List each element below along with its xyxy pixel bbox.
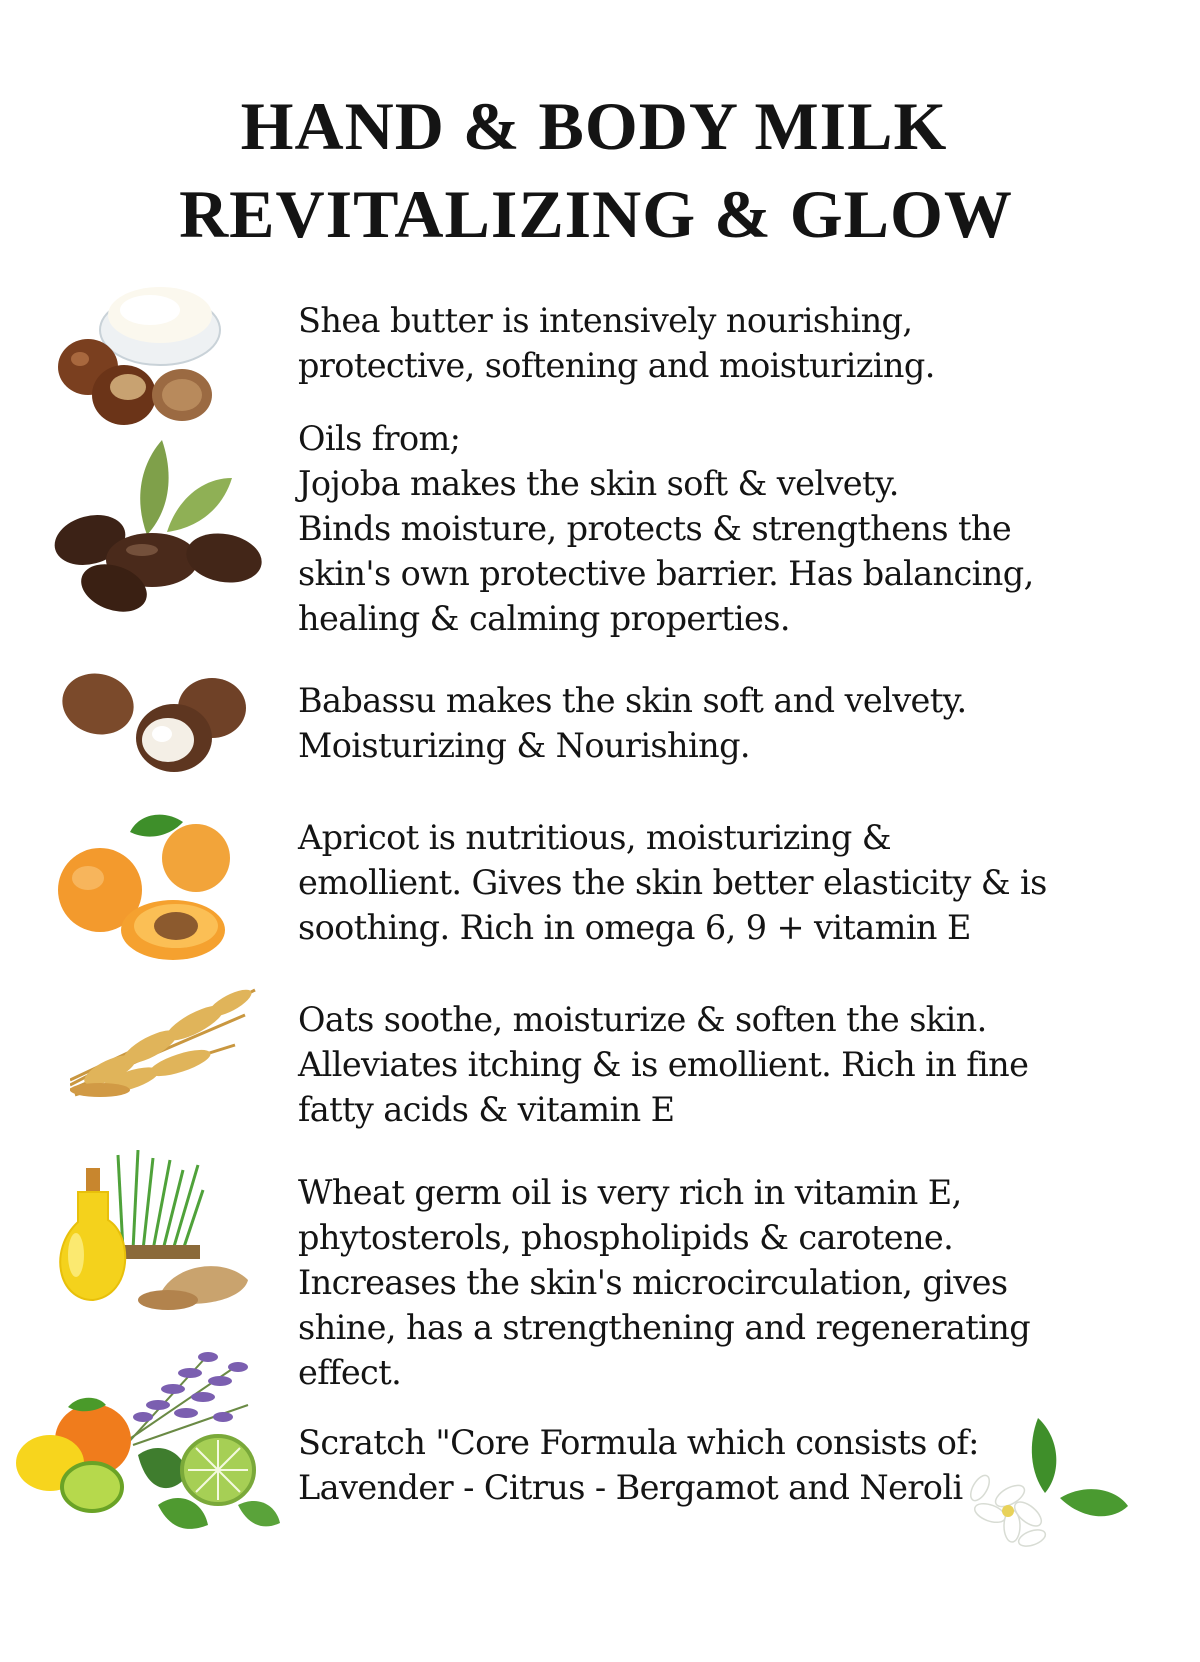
oats-icon [70,985,260,1100]
page-title-line-1: HAND & BODY MILK [240,88,948,164]
ingredient-text-jojoba: Oils from; Jojoba makes the skin soft & velvety. Binds moisture, protects & strengthens the skin's own protective barrier. Has balancing, healing & calming properties. [298,419,1034,638]
ingredient-text-oats: Oats soothe, moisturize & soften the skin. Alleviates itching & is emollient. Rich in fine fatty acids & vitamin E [298,1000,1029,1129]
page-title-line-2: REVITALIZING & GLOW [179,176,1013,252]
jojoba-icon [52,440,267,615]
ingredient-text-wheat-germ: Wheat germ oil is very rich in vitamin E, phytosterols, phospholipids & carotene. Increases the skin's microcirculation, gives shine, has a strengthening and regenerating effect. [298,1173,1031,1392]
babassu-icon [62,668,247,778]
apricot-icon [58,810,233,960]
citrus-lavender-icon [8,1345,283,1540]
ingredient-text-apricot: Apricot is nutritious, moisturizing & emollient. Gives the skin better elasticity & is soothing. Rich in omega 6, 9 + vitamin E [298,818,1047,947]
ingredient-text-core-formula: Scratch "Core Formula which consists of: Lavender - Citrus - Bergamot and Neroli [298,1423,979,1507]
ingredient-text-shea: Shea butter is intensively nourishing, protective, softening and moisturizing. [298,301,935,385]
shea-butter-icon [50,275,230,435]
wheat-germ-icon [48,1150,253,1315]
ingredient-text-babassu: Babassu makes the skin soft and velvety. Moisturizing & Nourishing. [298,681,967,765]
